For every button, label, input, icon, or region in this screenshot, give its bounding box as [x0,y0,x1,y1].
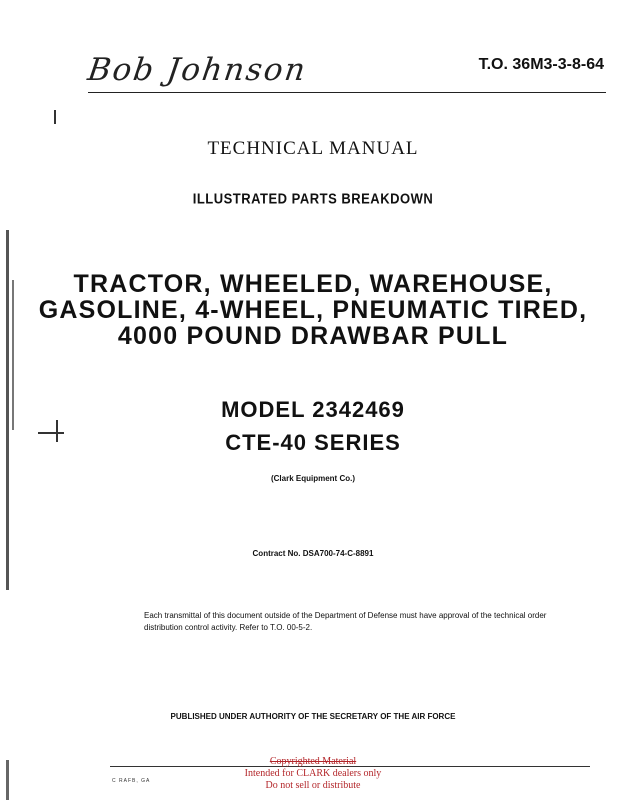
watermark-line: Intended for CLARK dealers only [244,768,382,779]
scan-edge-mark [54,110,56,124]
signature: Bob Johnson [85,52,310,88]
manufacturer: (Clark Equipment Co.) [270,474,355,483]
watermark-line: Do not sell or distribute [265,780,361,791]
copyright-watermark [0,756,626,792]
title-line: TRACTOR, WHEELED, WAREHOUSE, [73,270,553,298]
title-line: GASOLINE, 4-WHEEL, PNEUMATIC TIRED, [38,296,588,324]
print-code: C RAFB, GA [112,778,151,784]
series-name: CTE-40 SERIES [225,430,401,455]
contract-number: Contract No. DSA700-74-C-8891 [252,549,374,558]
title-line: 4000 POUND DRAWBAR PULL [117,322,509,350]
technical-order-number: T.O. 36M3-3-8-64 [478,56,604,73]
header-rule [88,92,606,93]
manual-title: TECHNICAL MANUAL [207,138,419,159]
distribution-notice: Each transmittal of this document outside of the Department of Defense must have approval of the technical order distribution control activity. Refer to T.O. 00-5-2. [144,611,547,632]
model-number: MODEL 2342469 [221,397,405,422]
manual-subtitle: ILLUSTRATED PARTS BREAKDOWN [192,190,434,207]
watermark-line: Copyrighted Material [269,756,357,767]
publishing-authority: PUBLISHED UNDER AUTHORITY OF THE SECRETARY OF THE AIR FORCE [170,712,456,721]
